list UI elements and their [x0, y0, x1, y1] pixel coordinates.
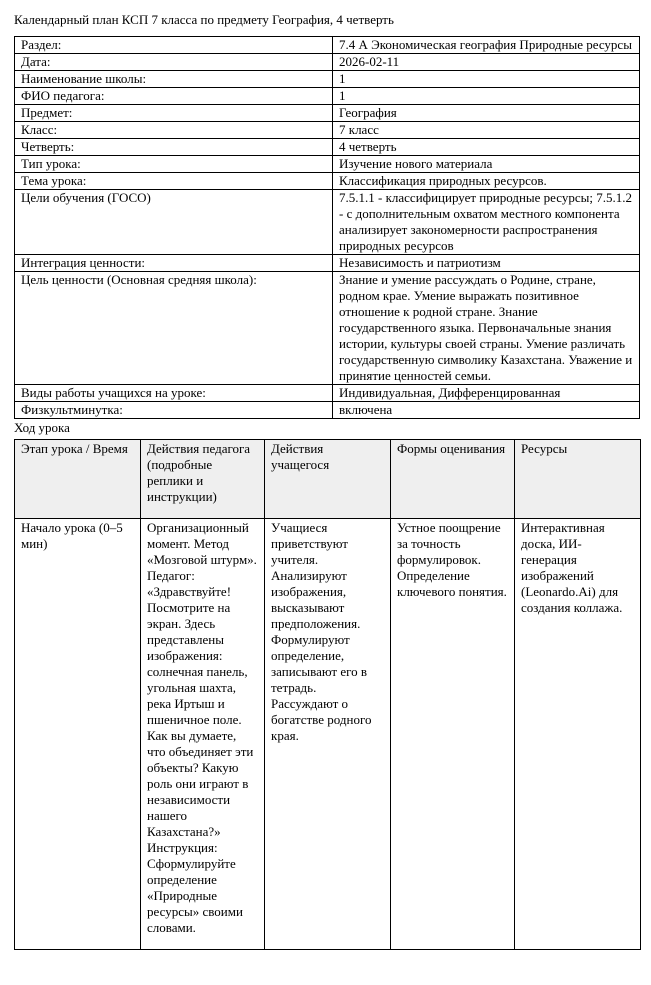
- info-row-subject: [15, 105, 640, 122]
- info-row-section: [15, 37, 640, 54]
- info-row-work-types: [15, 385, 640, 402]
- cell-assessment: Устное поощрение за точность формулировок. Определение ключевого понятия.: [391, 519, 515, 950]
- info-row-physical-break: [15, 402, 640, 419]
- info-value: 1: [333, 71, 640, 88]
- lesson-flow-table: [14, 439, 641, 950]
- info-value: Знание и умение рассуждать о Родине, стране, родном крае. Умение выражать позитивное отношение к родной стране. Знание государственного языка. Первоначальные знания истории, культуры своей страны. Умение различать государственную символику Казахстана. Уважение и принятие ценностей семьи.: [333, 272, 640, 385]
- info-row-teacher: [15, 88, 640, 105]
- info-key: Класс:: [15, 122, 333, 139]
- table-row: [15, 519, 641, 950]
- lesson-info-table: [14, 36, 640, 419]
- info-value: Изучение нового материала: [333, 156, 640, 173]
- info-value: Независимость и патриотизм: [333, 255, 640, 272]
- info-key: Четверть:: [15, 139, 333, 156]
- info-key: Цель ценности (Основная средняя школа):: [15, 272, 333, 385]
- info-row-learning-goals: [15, 190, 640, 255]
- info-key: Тип урока:: [15, 156, 333, 173]
- info-key: ФИО педагога:: [15, 88, 333, 105]
- cell-stage: Начало урока (0–5 мин): [15, 519, 141, 950]
- lesson-flow-header-row: [15, 440, 641, 519]
- info-row-grade: [15, 122, 640, 139]
- info-key: Цели обучения (ГОСО): [15, 190, 333, 255]
- info-key: Тема урока:: [15, 173, 333, 190]
- info-value: Классификация природных ресурсов.: [333, 173, 640, 190]
- info-row-topic: [15, 173, 640, 190]
- column-header-assessment: Формы оценивания: [391, 440, 515, 519]
- info-key: Раздел:: [15, 37, 333, 54]
- info-key: Предмет:: [15, 105, 333, 122]
- cell-student-actions: Учащиеся приветствуют учителя. Анализируют изображения, высказывают предположения. Формулируют определение, записывают его в тетрадь. Рассуждают о богатстве родного края.: [265, 519, 391, 950]
- info-value: 1: [333, 88, 640, 105]
- info-key: Дата:: [15, 54, 333, 71]
- info-key: Интеграция ценности:: [15, 255, 333, 272]
- column-header-stage: Этап урока / Время: [15, 440, 141, 519]
- info-row-date: [15, 54, 640, 71]
- info-key: Виды работы учащихся на уроке:: [15, 385, 333, 402]
- info-value: География: [333, 105, 640, 122]
- info-value: Индивидуальная, Дифференцированная: [333, 385, 640, 402]
- info-key: Наименование школы:: [15, 71, 333, 88]
- info-value: 7.4 А Экономическая география Природные ресурсы: [333, 37, 640, 54]
- lesson-flow-title: Ход урока: [14, 420, 70, 435]
- info-row-value-goal: [15, 272, 640, 385]
- info-value: 4 четверть: [333, 139, 640, 156]
- info-row-school: [15, 71, 640, 88]
- info-value: включена: [333, 402, 640, 419]
- column-header-student-actions: Действия учащегося: [265, 440, 391, 519]
- info-value: 7.5.1.1 - классифицирует природные ресурсы; 7.5.1.2 - с дополнительным охватом местного компонента анализирует закономерности распространения природных ресурсов: [333, 190, 640, 255]
- column-header-resources: Ресурсы: [515, 440, 641, 519]
- cell-teacher-actions: Организационный момент. Метод «Мозговой штурм». Педагог: «Здравствуйте! Посмотрите на экран. Здесь представлены изображения: солнечная панель, угольная шахта, река Иртыш и пшеничное поле. Как вы думаете, что объединяет эти объекты? Какую роль они играют в независимости нашего Казахстана?» Инструкция: Сформулируйте определение «Природные ресурсы» своими словами.: [141, 519, 265, 950]
- info-row-quarter: [15, 139, 640, 156]
- info-key: Физкультминутка:: [15, 402, 333, 419]
- info-row-value-integration: [15, 255, 640, 272]
- info-value: 7 класс: [333, 122, 640, 139]
- info-row-lesson-type: [15, 156, 640, 173]
- info-value: 2026-02-11: [333, 54, 640, 71]
- document-title: Календарный план КСП 7 класса по предмету География, 4 четверть: [14, 12, 394, 27]
- column-header-teacher-actions: Действия педагога (подробные реплики и инструкции): [141, 440, 265, 519]
- cell-resources: Интерактивная доска, ИИ-генерация изображений (Leonardo.Ai) для создания коллажа.: [515, 519, 641, 950]
